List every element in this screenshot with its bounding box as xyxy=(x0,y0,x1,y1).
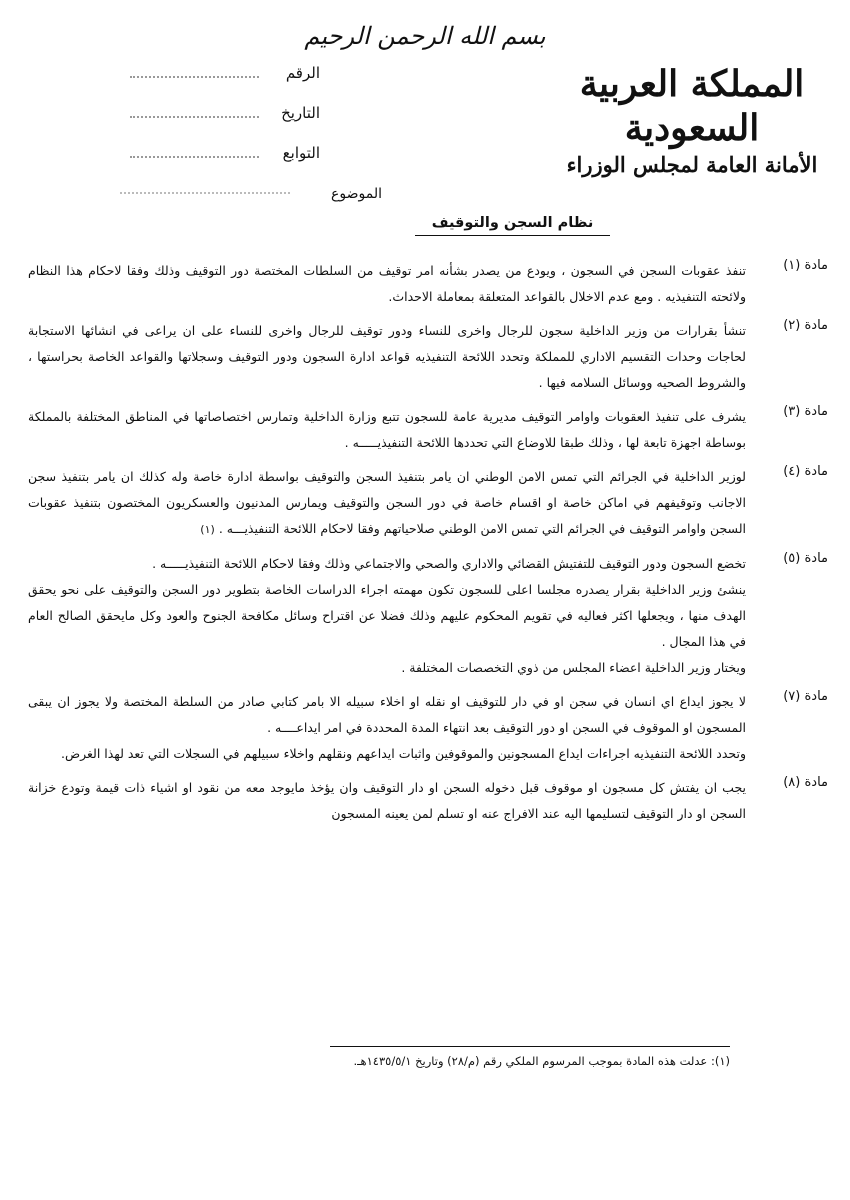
article-text: تنفذ عقوبات السجن في السجون ، ويودع من يصدر بشأنه امر توقيف من السلطات المختصة دور التوقيف وذلك وفقا لاحكام هذا النظام ولائحته التنفيذيه . ومع عدم الاخلال بالقواعد المتعلقة بمعاملة الاحداث. xyxy=(28,263,746,304)
article-number: مادة (١) xyxy=(783,258,828,273)
subject-label: الموضوع xyxy=(331,186,382,202)
article-text: يجب ان يفتش كل مسجون او موقوف قبل دخوله السجن او دار التوقيف وان يؤخذ مايوجد معه من نقود او اشياء ذات قيمة وتودع خزانة السجن او دار التوقيف لتسليمها اليه عند الافراج عنه او تسلم لمن يعينه المسجون xyxy=(28,780,746,821)
article-5 xyxy=(28,551,828,681)
subject-block xyxy=(120,186,390,202)
articles-list xyxy=(28,258,828,835)
date-label: التاريخ xyxy=(281,104,320,122)
article-number: مادة (٨) xyxy=(783,775,828,790)
document-title: نظام السجن والتوقيف xyxy=(415,215,610,236)
secretariat-name: الأمانة العامة لمجلس الوزراء xyxy=(566,152,818,177)
article-number: مادة (٥) xyxy=(783,551,828,566)
article-text: تخضع السجون ودور التوقيف للتفتيش القضائي والاداري والصحي والاجتماعي وذلك وفقا لاحكام اللائحة التنفيذيـــــه . xyxy=(152,556,746,571)
attachments-row xyxy=(130,142,320,182)
number-label: الرقم xyxy=(285,64,320,82)
article-number: مادة (٧) xyxy=(783,689,828,704)
article-1 xyxy=(28,258,828,310)
reference-block xyxy=(130,62,320,182)
subject-dots xyxy=(120,192,290,194)
article-text xyxy=(28,464,746,543)
date-dots xyxy=(130,102,259,118)
kingdom-name: المملكة العربية السعودية xyxy=(579,63,805,149)
article-number: مادة (٢) xyxy=(783,318,828,333)
footnote-marker: (١) xyxy=(200,523,215,536)
number-dots xyxy=(130,62,259,78)
article-text: يشرف على تنفيذ العقوبات واوامر التوقيف مديرية عامة للسجون تتبع وزارة الداخلية وتمارس اختصاصاتها في المناطق المختلفة بالمملكة بوساطة اجهزة تابعة لها ، وذلك طبقا للاوضاع التي تحددها اللائحة التنفيذيـــــه . xyxy=(28,409,746,450)
article-3 xyxy=(28,404,828,456)
article-paragraph: ينشئ وزير الداخلية بقرار يصدره مجلسا اعلى للسجون تكون مهمته اجراء الدراسات الخاصة بتطوير دور السجن والتوقيف على نحو يحقق الهدف منها ، ويجعلها اكثر فعاليه في تقويم المحكوم عليهم وذلك فضلا عن اقتراح وسائل مكافحة الجنوح والعود وكل مايحقق الصالح العام في هذا المجال . xyxy=(28,582,746,649)
article-text: تنشأ بقرارات من وزير الداخلية سجون للرجال واخرى للنساء ودور توقيف للرجال واخرى للنساء على ان يراعى في انشائها الاستجابة لحاجات وحدات التقسيم الاداري للمملكة وتحدد اللائحة التنفيذيه قواعد ادارة السجون ودور التوقيف وسجلاتها والقواعد الخاصة بحراستها ، والشروط الصحيه ووسائل السلامه فيها . xyxy=(28,323,746,390)
attachments-dots xyxy=(130,142,259,158)
date-row xyxy=(130,102,320,142)
letterhead xyxy=(562,62,822,180)
article-7 xyxy=(28,689,828,767)
article-paragraph: ويختار وزير الداخلية اعضاء المجلس من ذوي التخصصات المختلفة . xyxy=(401,660,746,675)
article-2 xyxy=(28,318,828,396)
article-number: مادة (٣) xyxy=(783,404,828,419)
basmala: بسم الله الرحمن الرحيم xyxy=(304,22,546,50)
article-8 xyxy=(28,775,828,827)
article-number: مادة (٤) xyxy=(783,464,828,479)
article-text: لا يجوز ايداع اي انسان في سجن او في دار للتوقيف او نقله او اخلاء سبيله الا بامر كتابي صادر من السلطة المختصة ولا يجوز ان يبقى المسجون او الموقوف في السجن او دور التوقيف بعد انتهاء المدة المحددة في امر ايداعــــه . xyxy=(28,694,746,735)
article-paragraph: وتحدد اللائحة التنفيذيه اجراءات ايداع المسجونين والموقوفين واثبات ايداعهم ونقلهم واخلاء سبيلهم في السجلات التي تعد لهذا الغرض. xyxy=(61,746,746,761)
footnote-divider xyxy=(330,1046,730,1047)
article-4 xyxy=(28,464,828,543)
footnote: (١): عدلت هذه المادة بموجب المرسوم الملكي رقم (م/٢٨) وتاريخ ١٤٣٥/٥/١هـ. xyxy=(353,1054,730,1068)
article-text-content: لوزير الداخلية في الجرائم التي تمس الامن الوطني ان يامر بتنفيذ السجن والتوقيف بواسطة ادارة خاصة وله كذلك ان يامر بتنفيذ سجن الاجانب وتوقيفهم في اماكن خاصة او اقسام خاصة في دور السجن والتوقيف ويمارس المدنيون والعسكريون المختصون بتنفيذ عقوبات السجن واوامر التوقيف في الجرائم التي تمس الامن الوطني صلاحياتهم وفقا لاحكام اللائحة التنفيذيـــه . xyxy=(28,469,746,536)
number-row xyxy=(130,62,320,102)
attachments-label: التوابع xyxy=(282,144,320,162)
